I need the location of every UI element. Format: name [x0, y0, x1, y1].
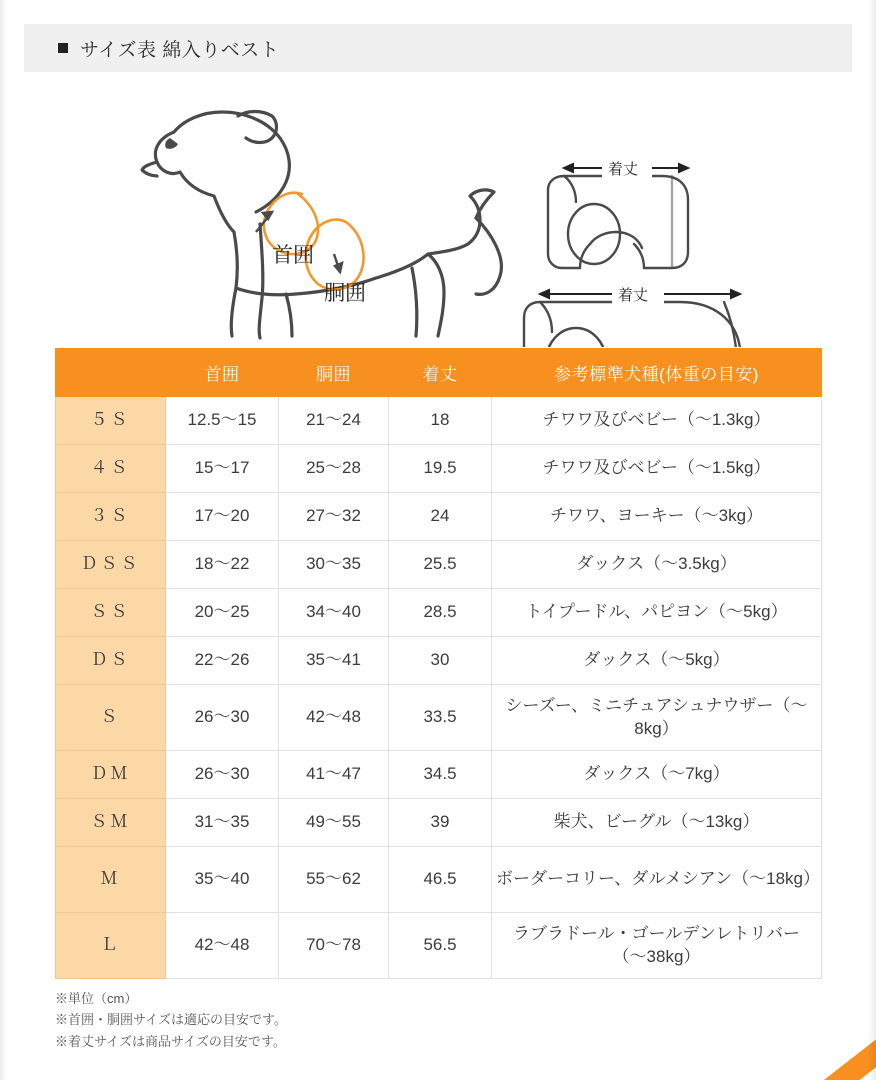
size-table [55, 348, 822, 979]
cell-length: 56.5 [389, 913, 492, 979]
cell-chest: 25〜28 [279, 445, 389, 493]
footnotes [55, 988, 287, 1052]
left-edge-shadow [0, 0, 8, 1080]
th-length: 着丈 [389, 349, 492, 397]
cell-size: Ｍ [56, 847, 166, 913]
cell-length: 25.5 [389, 541, 492, 589]
cell-chest: 21〜24 [279, 397, 389, 445]
th-neck: 首囲 [166, 349, 279, 397]
cell-length: 46.5 [389, 847, 492, 913]
cell-neck: 12.5〜15 [166, 397, 279, 445]
illustration-label-length-top: 着丈 [608, 161, 639, 178]
cell-breed: ボーダーコリー、ダルメシアン（〜18kg） [492, 847, 822, 913]
cell-length: 28.5 [389, 589, 492, 637]
cell-size: ＤＭ [56, 751, 166, 799]
cell-neck: 26〜30 [166, 685, 279, 751]
footnote-unit: ※単位（cm） [55, 991, 138, 1006]
cell-neck: 35〜40 [166, 847, 279, 913]
cell-breed: チワワ、ヨーキー（〜3kg） [492, 493, 822, 541]
table-row [56, 397, 822, 445]
cell-size: ＳＭ [56, 799, 166, 847]
illustration-label-neck: 首囲 [272, 244, 314, 267]
footnote-length: ※着丈サイズは商品サイズの目安です。 [55, 1033, 286, 1049]
cell-neck: 22〜26 [166, 637, 279, 685]
right-edge-shadow [868, 0, 876, 1080]
cell-length: 34.5 [389, 751, 492, 799]
illustration-label-length-bottom: 着丈 [618, 287, 649, 304]
cell-length: 30 [389, 637, 492, 685]
table-row [56, 913, 822, 979]
footnote-neck-chest: ※首囲・胴囲サイズは適応の目安です。 [55, 1012, 287, 1028]
th-chest: 胴囲 [279, 349, 389, 397]
size-table-wrapper [55, 348, 821, 979]
cell-chest: 70〜78 [279, 913, 389, 979]
table-row [56, 541, 822, 589]
cell-neck: 15〜17 [166, 445, 279, 493]
cell-length: 18 [389, 397, 492, 445]
cell-neck: 18〜22 [166, 541, 279, 589]
cell-length: 19.5 [389, 445, 492, 493]
cell-neck: 42〜48 [166, 913, 279, 979]
th-breed: 参考標準犬種(体重の目安) [492, 349, 822, 397]
table-row [56, 685, 822, 751]
cell-size: Ｌ [56, 913, 166, 979]
th-size [56, 349, 166, 397]
cell-size: ４Ｓ [56, 445, 166, 493]
cell-breed: ダックス（〜5kg） [492, 637, 822, 685]
cell-breed: トイプードル、パピヨン（〜5kg） [492, 589, 822, 637]
bullet-square-icon [58, 43, 68, 53]
section-header [24, 24, 852, 72]
cell-length: 24 [389, 493, 492, 541]
cell-chest: 27〜32 [279, 493, 389, 541]
illustration-area [24, 72, 852, 347]
table-row [56, 445, 822, 493]
table-row [56, 589, 822, 637]
cell-chest: 49〜55 [279, 799, 389, 847]
corner-stripe-orange [764, 1010, 876, 1080]
cell-breed: ダックス（〜7kg） [492, 751, 822, 799]
page-title: サイズ表 綿入りベスト [80, 39, 280, 61]
table-row [56, 847, 822, 913]
table-row [56, 493, 822, 541]
illustration-label-chest: 胴囲 [324, 282, 366, 305]
cell-breed: チワワ及びベビー（〜1.5kg） [492, 445, 822, 493]
cell-chest: 41〜47 [279, 751, 389, 799]
cell-breed: ラブラドール・ゴールデンレトリバー（〜38kg） [492, 913, 822, 979]
cell-breed: ダックス（〜3.5kg） [492, 541, 822, 589]
cell-neck: 31〜35 [166, 799, 279, 847]
cell-neck: 26〜30 [166, 751, 279, 799]
cell-breed: 柴犬、ビーグル（〜13kg） [492, 799, 822, 847]
cell-size: ＳＳ [56, 589, 166, 637]
corner-accent [736, 1010, 876, 1080]
cell-chest: 42〜48 [279, 685, 389, 751]
cell-breed: チワワ及びベビー（〜1.3kg） [492, 397, 822, 445]
cell-size: ３Ｓ [56, 493, 166, 541]
table-row [56, 637, 822, 685]
cell-size: ＤＳＳ [56, 541, 166, 589]
cell-size: ５Ｓ [56, 397, 166, 445]
cell-neck: 20〜25 [166, 589, 279, 637]
table-row [56, 751, 822, 799]
cell-size: Ｓ [56, 685, 166, 751]
cell-chest: 34〜40 [279, 589, 389, 637]
cell-neck: 17〜20 [166, 493, 279, 541]
cell-chest: 35〜41 [279, 637, 389, 685]
table-row [56, 799, 822, 847]
cell-size: ＤＳ [56, 637, 166, 685]
cell-chest: 55〜62 [279, 847, 389, 913]
table-header-row [56, 349, 822, 397]
cell-length: 33.5 [389, 685, 492, 751]
cell-chest: 30〜35 [279, 541, 389, 589]
cell-length: 39 [389, 799, 492, 847]
cell-breed: シーズー、ミニチュアシュナウザー（〜8kg） [492, 685, 822, 751]
